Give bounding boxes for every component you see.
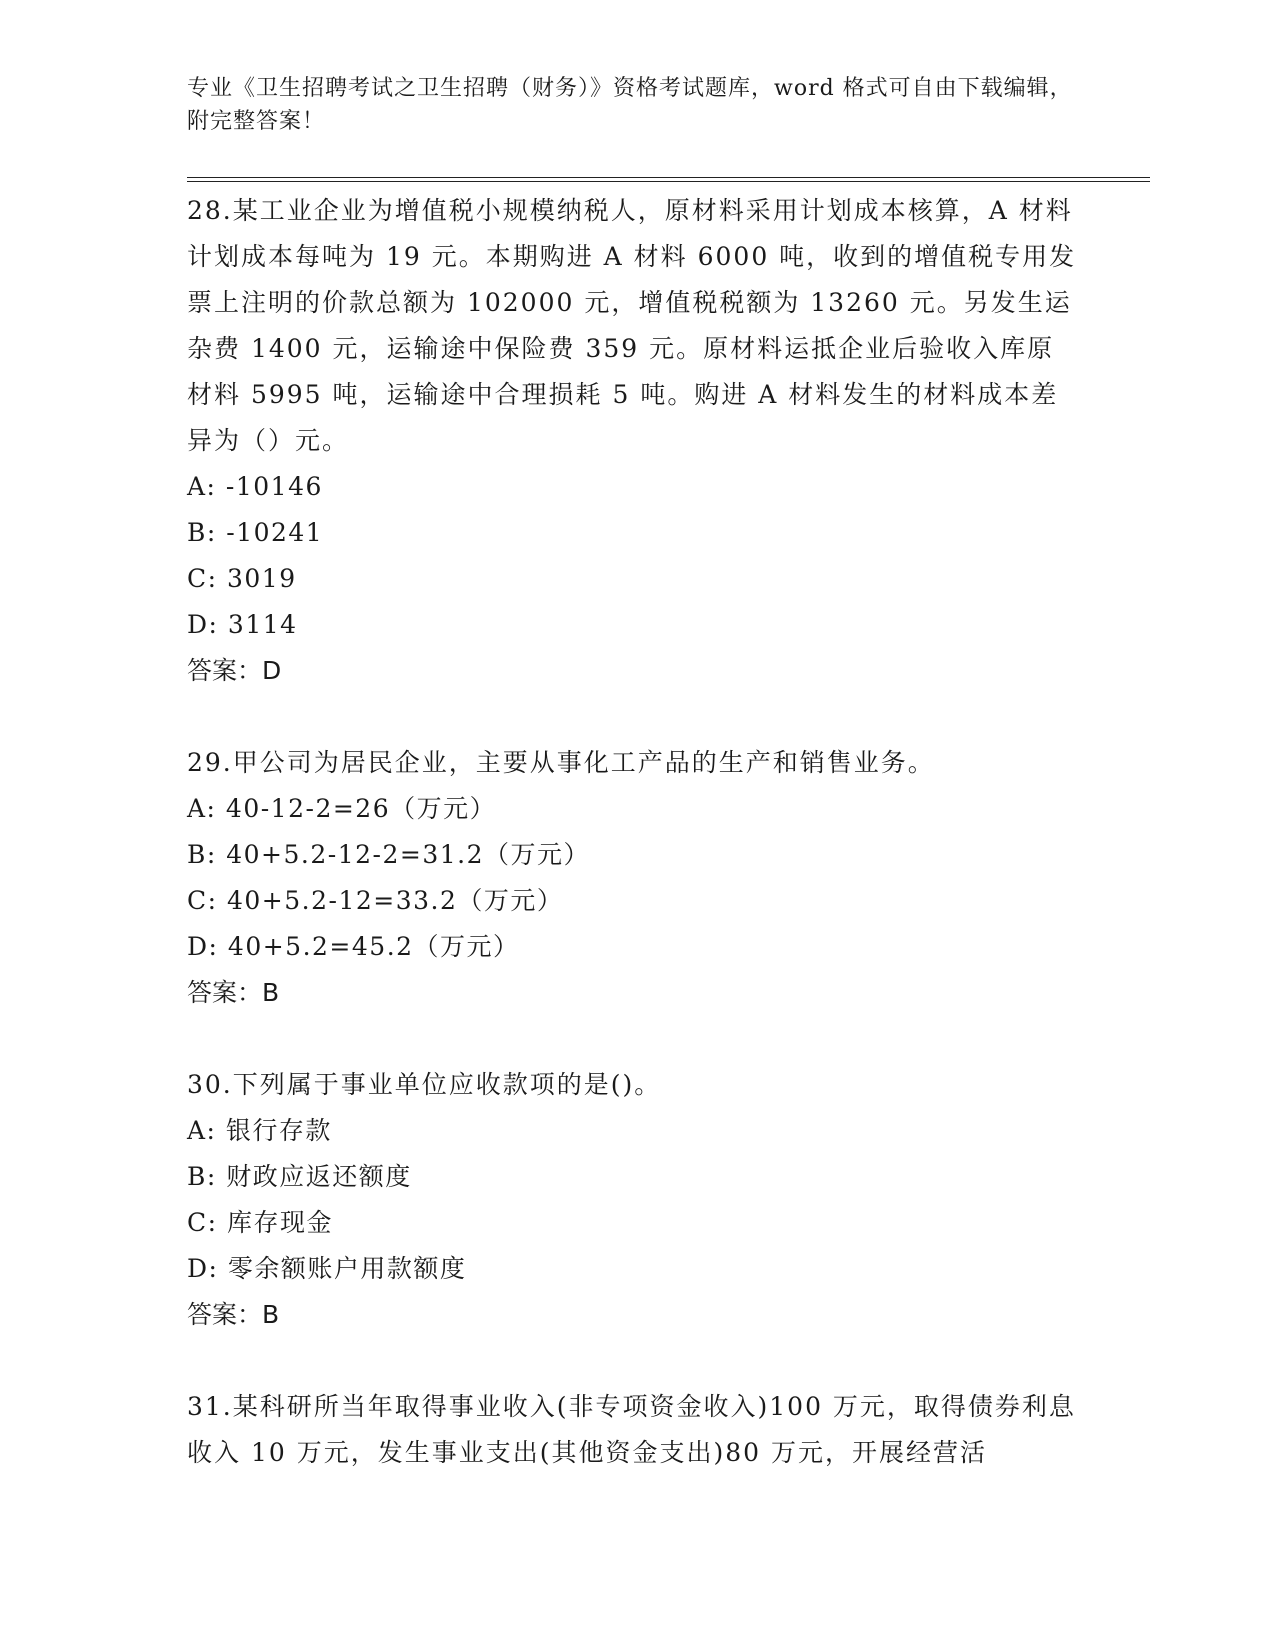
question-text: 30.下列属于事业单位应收款项的是()。 (187, 1070, 662, 1099)
question-list (187, 188, 1077, 1522)
question-31 (187, 1384, 1077, 1476)
option-a: A: -10146 (187, 472, 323, 501)
option-b: B: -10241 (187, 518, 324, 547)
question-30 (187, 1062, 1077, 1338)
option-a: A: 40-12-2=26（万元） (187, 794, 497, 823)
option-d: D: 40+5.2=45.2（万元） (187, 932, 520, 961)
option-a: A: 银行存款 (187, 1116, 332, 1145)
answer: 答案：B (187, 978, 280, 1007)
question-29 (187, 740, 1077, 1016)
option-c: C: 40+5.2-12=33.2（万元） (187, 886, 564, 915)
option-c: C: 3019 (187, 564, 297, 593)
question-28 (187, 188, 1077, 694)
answer: 答案：B (187, 1300, 280, 1329)
question-text: 28.某工业企业为增值税小规模纳税人，原材料采用计划成本核算，A 材料计划成本每吨为 19 元。本期购进 A 材料 6000 吨，收到的增值税专用发票上注明的价款总额为 102000 元，增值税税额为 13260 元。另发生运杂费 1400 元，运输途中保险费 359 元。原材料运抵企业后验收入库原材料 5995 吨，运输途中合理损耗 5 吨。购进 A 材料发生的材料成本差异为（）元。 (187, 196, 1077, 455)
option-d: D: 3114 (187, 610, 298, 639)
option-d: D: 零余额账户用款额度 (187, 1254, 467, 1283)
question-text: 29.甲公司为居民企业，主要从事化工产品的生产和销售业务。 (187, 748, 935, 777)
document-header: 专业《卫生招聘考试之卫生招聘（财务）》资格考试题库，word 格式可自由下载编辑，附完整答案！ (187, 76, 1073, 134)
answer: 答案：D (187, 656, 282, 685)
option-b: B: 40+5.2-12-2=31.2（万元） (187, 840, 590, 869)
question-text: 31.某科研所当年取得事业收入(非专项资金收入)100 万元，取得债券利息收入 10 万元，发生事业支出(其他资金支出)80 万元，开展经营活 (187, 1392, 1076, 1467)
header-divider (187, 177, 1150, 182)
option-b: B: 财政应返还额度 (187, 1162, 412, 1191)
option-c: C: 库存现金 (187, 1208, 333, 1237)
